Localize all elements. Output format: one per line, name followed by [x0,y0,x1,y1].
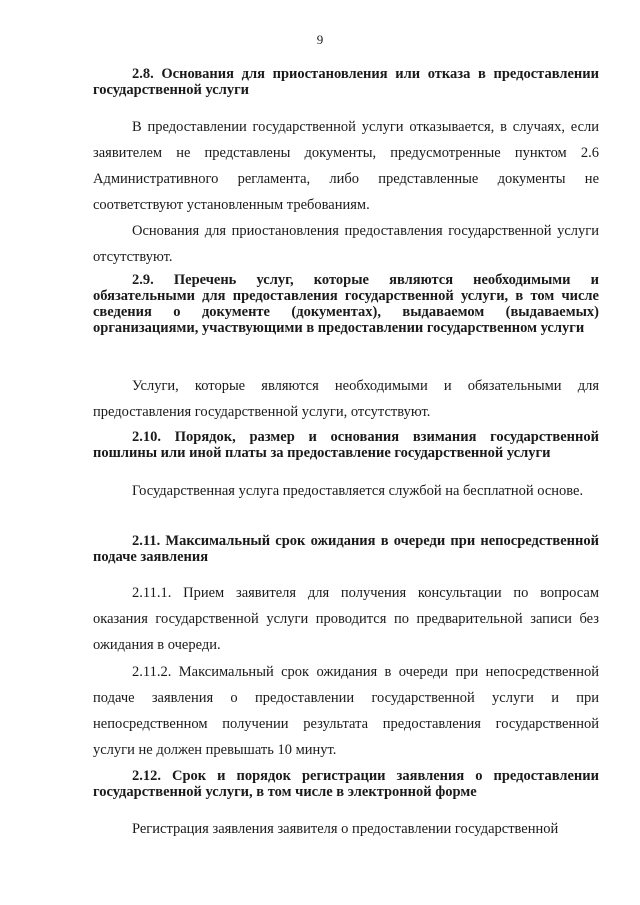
section-heading-2-8: 2.8. Основания для приостановления или отказа в предоставлении государственной услуги [93,66,599,98]
paragraph-2-11-2: 2.11.2. Максимальный срок ожидания в очереди при непосредственной подаче заявления о предоставлении государственной услуги и при непосредственном получении результата предоставления государственной услуги не должен превышать 10 минут. [93,664,599,758]
paragraph-2-9-services: Услуги, которые являются необходимыми и обязательными для предоставления государственной услуги, отсутствуют. [93,378,599,420]
page-number: 9 [316,32,324,47]
section-heading-2-12: 2.12. Срок и порядок регистрации заявления о предоставлении государственной услуги, в том числе в электронной форме [93,768,599,800]
paragraph-2-8-refusal: В предоставлении государственной услуги отказывается, в случаях, если заявителем не представлены документы, предусмотренные пунктом 2.6 Административного регламента, либо представленные документы не соответствуют установленным требованиям. [93,119,599,213]
section-heading-2-11: 2.11. Максимальный срок ожидания в очереди при непосредственной подаче заявления [93,533,599,565]
paragraph-2-8-suspension: Основания для приостановления предоставления государственной услуги отсутствуют. [93,223,599,265]
section-heading-2-10: 2.10. Порядок, размер и основания взимания государственной пошлины или иной платы за предоставление государственной услуги [93,429,599,461]
paragraph-2-10-free: Государственная услуга предоставляется службой на бесплатной основе. [132,483,584,499]
section-heading-2-9: 2.9. Перечень услуг, которые являются необходимыми и обязательными для предоставления государственной услуги, в том числе сведения о документе (документах), выдаваемом (выдаваемых) организациями, участвующими в предоставлении государственном услуги [93,272,599,336]
paragraph-2-12-registration: Регистрация заявления заявителя о предоставлении государственной [132,821,559,837]
paragraph-2-11-1: 2.11.1. Прием заявителя для получения консультации по вопросам оказания государственной услуги проводится по предварительной записи без ожидания в очереди. [93,585,599,653]
